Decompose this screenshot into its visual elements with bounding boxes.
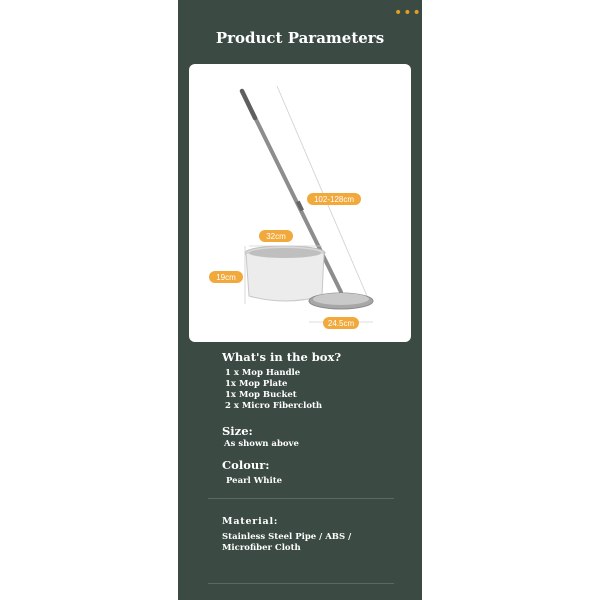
- divider: [208, 498, 394, 499]
- divider: [208, 583, 394, 584]
- width-label: 32cm: [266, 232, 286, 241]
- box-item: 1x Mop Plate: [225, 379, 288, 389]
- mop-illustration: [189, 64, 411, 342]
- size-heading: Size:: [222, 424, 253, 438]
- colour-heading: Colour:: [222, 458, 270, 472]
- colour-value: Pearl White: [226, 476, 283, 486]
- mop-grip: [242, 91, 255, 118]
- height-label: 19cm: [216, 273, 236, 282]
- mop-plate-top: [313, 293, 369, 305]
- material-heading: Material:: [222, 516, 279, 527]
- length-label: 102-128cm: [313, 195, 355, 204]
- material-value: Stainless Steel Pipe / ABS / Microfiber Cloth: [222, 532, 352, 553]
- bucket-opening: [249, 248, 321, 258]
- more-icon[interactable]: •••: [394, 5, 422, 21]
- page-title: Product Parameters: [215, 29, 385, 47]
- box-item: 1 x Mop Handle: [225, 368, 301, 378]
- mop-bucket: [246, 253, 324, 301]
- diameter-label: 24.5cm: [327, 319, 355, 328]
- box-heading: What's in the box?: [222, 350, 342, 364]
- box-item: 2 x Micro Fibercloth: [225, 401, 323, 411]
- size-value: As shown above: [224, 439, 299, 449]
- box-item: 1x Mop Bucket: [225, 390, 297, 400]
- product-image: [189, 64, 411, 342]
